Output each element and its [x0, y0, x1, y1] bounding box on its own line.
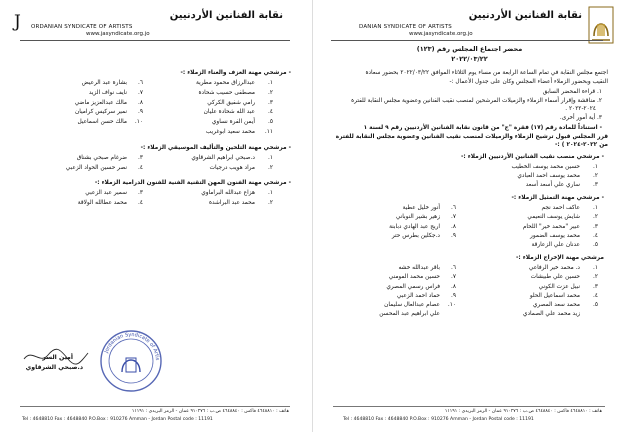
intro-line: اجتمع مجلس النقابة في تمام الساعة الرابعة من مساء يوم الثلاثاء الموافق ٢٠٢٢/٠٣/٢٢ بحضور سعادة: [365, 70, 608, 76]
candidate-name: محمد سعيد ابوغريب: [205, 129, 255, 135]
row-number: ٥.: [593, 241, 598, 248]
row-number: ٤.: [268, 109, 273, 116]
decision-line: - استناداً للمادة رقم (١٧) فقرة "ج" من قانون نقابة الفنانين الأردنيين رقم ٩ لسنة ١: [363, 125, 602, 131]
candidate-name: أيمن الفرة نساوي: [211, 119, 255, 126]
header-rule: [20, 40, 290, 41]
row-number: ٤.: [593, 292, 598, 299]
row-number: ١٠.: [134, 119, 143, 126]
candidate-name: حسين محمد يوسف الخطيب: [511, 163, 580, 170]
row-number: ٦.: [138, 80, 143, 86]
candidate-name: عدنان علي الزعارقة: [531, 241, 580, 248]
agenda-item: ٣. أية أمور أخرى.: [559, 114, 602, 121]
candidate-name: حماد احمد الزعبي: [396, 292, 440, 299]
website: www.jasyndicate.org.jo: [409, 31, 473, 37]
candidate-name: فراس رسمي المصري: [386, 283, 440, 290]
minutes-date: ٢٠٢٢/٠٣/٢٢: [451, 55, 488, 63]
row-number: ٨.: [451, 283, 456, 290]
footer-ar: هاتف : ٤٦٤٨٨١٠ فاكس : ٤٦٤٨٨٤٠ ص.ب : ٩١٠٢٧٦ عمان - الرمز البريدي : ١١١٩١: [444, 409, 602, 414]
signature-name: د.صبحي الشرقاوي: [25, 364, 83, 371]
row-number: ٦.: [451, 265, 456, 272]
row-number: ٧.: [138, 89, 143, 96]
row-number: ٢.: [268, 89, 273, 96]
row-number: ٩.: [451, 232, 456, 239]
candidate-name: محمد عبد البراشدة: [208, 200, 255, 207]
row-number: ٨.: [451, 223, 456, 230]
section-heading: - مرشحي مهنة الفنون المهن التقنية الفنية للفنون الدرامية الزملاء :-: [94, 180, 291, 187]
row-number: ٣.: [138, 154, 143, 161]
agenda-item: ١. قراءة المحضر السابق: [542, 89, 602, 95]
candidate-name: علي ابراهيم عبد المحسن: [379, 311, 440, 318]
candidate-name: عبدالرزاق محمود مطرية: [196, 80, 255, 86]
decision-line: قرر المجلس قبول ترشيح الزملاء والزميلات لمنصب نقيب الفنانين وعضوية مجلس النقابة للفترة: [335, 133, 608, 140]
signature-title: أمين السر: [42, 354, 73, 361]
candidate-name: ساري علي أسعد أسعد: [525, 181, 580, 188]
row-number: ٢.: [593, 172, 598, 179]
candidate-name: بشارة عبد الرعيض: [81, 80, 127, 86]
candidate-name: أنور خليل عطية: [402, 205, 440, 212]
row-number: ٢.: [593, 214, 598, 221]
footer-en: Tel : 4648810 Fax : 4648840 P.O.Box : 910276 Amman - Jordan Postal code : 11191: [343, 417, 534, 422]
row-number: ٦.: [451, 205, 456, 212]
row-number: ١٠.: [447, 301, 456, 308]
section-heading: مرشحي مهنة الإخراج الزملاء :-: [515, 255, 604, 262]
decision-line: من ٢٠٢٢-٢٠٢٤ ) :-: [555, 142, 608, 148]
candidate-name: حسين علي طبيشات: [530, 274, 580, 281]
org-title-ar: نقابة الفنانين الأردنيين: [468, 10, 582, 21]
row-number: ٣.: [268, 99, 273, 106]
footer-rule: [333, 406, 605, 407]
row-number: ٤.: [593, 232, 598, 239]
candidate-name: د.صبحي ابراهيم الشرقاوي: [191, 154, 255, 161]
stamp-seal-icon: [98, 328, 164, 394]
candidate-name: نمير سركيس كراميان: [75, 109, 127, 116]
row-number: ١.: [593, 163, 598, 170]
candidate-name: محمد يوسف الضمور: [530, 232, 580, 239]
candidate-name: محمد يوسف احمد العبادي: [517, 172, 580, 179]
candidate-name: مصطفى حسيب شحادة: [198, 89, 255, 96]
row-number: ٢.: [268, 164, 273, 171]
section-heading: - مرشحي مهنة التمثيل الزملاء :-: [511, 195, 604, 202]
intro-line: النقيب وبحضور الزملاء أعضاء المجلس وكان على جدول الأعمال :-: [449, 78, 608, 85]
row-number: ٩.: [138, 109, 143, 116]
row-number: ١.: [268, 190, 273, 197]
candidate-name: مراد هويب درجيات: [209, 164, 255, 171]
row-number: ٣.: [593, 223, 598, 230]
candidate-name: عصام عبدالعال سليمان: [384, 301, 440, 308]
row-number: ١.: [593, 265, 598, 272]
footer-ar: هاتف : ٤٦٤٨٨١٠ فاكس : ٤٦٤٨٨٤٠ ص.ب : ٩١٠٢٧٦ عمان - الرمز البريدي : ١١١٩١: [131, 409, 289, 414]
section-heading: - مرشحي مهنة التلحين والتأليف الموسيقي الزملاء :-: [140, 144, 291, 151]
row-number: ٢.: [268, 200, 273, 207]
candidate-name: هزاع عبدالله البراماوي: [201, 190, 255, 197]
syndicate-logo-icon: [588, 6, 614, 44]
candidate-name: مالك عبدالعزيز ماضي: [74, 99, 127, 106]
org-title-en: DANIAN SYNDICATE OF ARTISTS: [359, 24, 452, 30]
row-number: ٣.: [138, 190, 143, 197]
j-letter: J: [14, 12, 21, 32]
row-number: ٣.: [593, 181, 598, 188]
row-number: ١.: [593, 205, 598, 212]
row-number: ٤.: [138, 200, 143, 207]
candidate-name: محمد اسماعيل الحلو: [529, 292, 580, 299]
candidate-name: حسين محمد المومني: [388, 274, 440, 281]
footer-rule: [20, 406, 290, 407]
agenda-item: ٢٠٢٤-٢٠٢٢ .: [565, 106, 596, 112]
footer-en: Tel : 4648810 Fax : 4648840 P.O.Box : 910276 Amman - Jordan Postal code : 11191: [22, 417, 213, 422]
row-number: ٥.: [268, 119, 273, 126]
svg-text:Jordanian Syndicate of Artists: Jordanian Syndicate of Artis: [103, 331, 161, 361]
candidate-name: عاكف احمد نجم: [541, 205, 580, 212]
right-page: [313, 0, 626, 432]
row-number: ٧.: [451, 274, 456, 281]
candidate-name: زيد محمد علي الصمادي: [522, 311, 580, 318]
row-number: ٢.: [593, 274, 598, 281]
row-number: ٩.: [451, 292, 456, 299]
row-number: ٤.: [138, 164, 143, 171]
candidate-name: محمد سعد المصري: [532, 301, 580, 308]
candidate-name: مالك حسن اسماعيل: [77, 119, 127, 126]
candidate-name: نايف نواف الزيد: [88, 89, 127, 96]
org-title-en: ORDANIAN SYNDICATE OF ARTISTS: [31, 24, 133, 30]
candidate-name: عبير "محمد خير" اللحام: [522, 223, 580, 230]
row-number: ٥.: [593, 301, 598, 308]
candidate-name: شايش يوسف النعيمي: [527, 214, 580, 221]
row-number: ٣.: [593, 283, 598, 290]
candidate-name: ضرغام صبحي بشناق: [76, 154, 127, 161]
candidate-name: باقر عبدالله خشه: [398, 265, 440, 272]
agenda-item: ٢. مناقشة وإقرار أسماء الزملاء والزميلات المرشحين لمنصب نقيب الفنانين وعضوية مجلس النقابة للفترة: [351, 97, 602, 104]
candidate-name: عبد الله شحادة عليان: [203, 109, 255, 116]
candidate-name: د. محمد خير الرفاعي: [528, 265, 580, 272]
row-number: ١.: [268, 154, 273, 161]
candidate-name: نبيل عزت الكوني: [538, 283, 580, 290]
row-number: ٧.: [451, 214, 456, 221]
row-number: ٨.: [138, 99, 143, 106]
section-heading: - مرشحي مهنة العزف والغناء الزملاء :-: [180, 70, 291, 76]
candidate-name: د.جكلين بطرس حتر: [391, 232, 440, 239]
candidate-name: اريج عبد الهادي دبابنة: [389, 223, 440, 230]
candidate-name: رامي شفيق الكركي: [207, 99, 255, 106]
candidate-name: زهير بشير النوباني: [395, 214, 440, 221]
website: www.jasyndicate.org.jo: [86, 31, 150, 37]
candidate-name: محمد عطالله الولاقة: [77, 200, 127, 207]
row-number: ١.: [268, 80, 273, 86]
minutes-title: محضر اجتماع المجلس رقم (١٢٣): [416, 45, 523, 53]
candidate-name: سمير عبد الزعبي: [85, 190, 127, 197]
row-number: ١١.: [264, 129, 273, 135]
header-rule: [331, 40, 603, 41]
section-heading: - مرشحي منصب نقيب الفنانين الأردنيين الزملاء :-: [461, 153, 604, 160]
candidate-name: نصر حسين الحواد الزعبي: [65, 164, 127, 171]
org-title-ar: نقابة الفنانين الأردنيين: [169, 10, 283, 21]
